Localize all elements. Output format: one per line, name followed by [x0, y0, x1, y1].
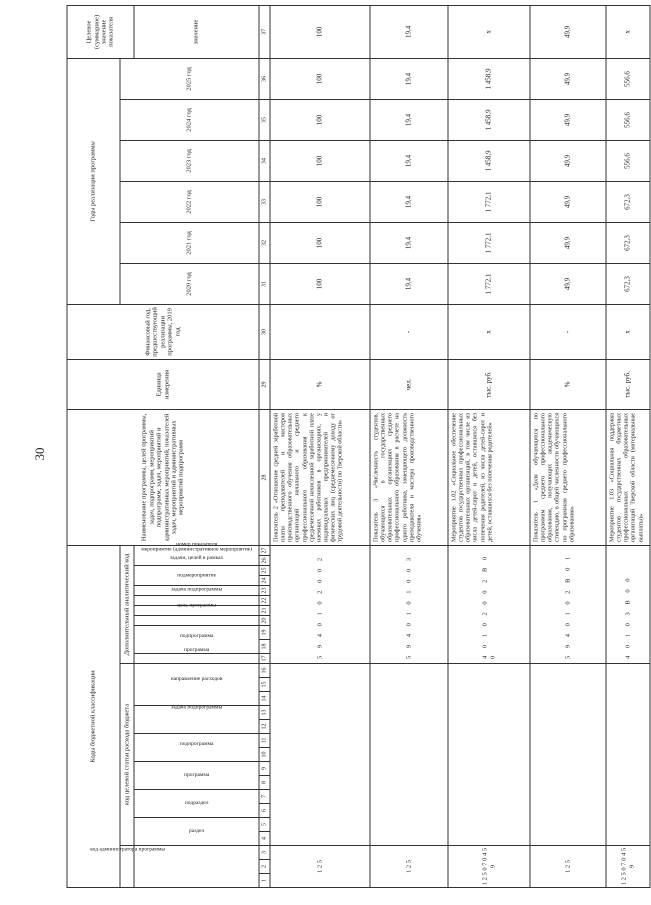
value-2025: 100: [270, 58, 370, 99]
year-2021-header: 2021 год: [120, 222, 259, 263]
column-number: 5: [259, 818, 270, 832]
column-number: 29: [259, 359, 270, 409]
column-number: 12: [259, 720, 270, 734]
unit-cell: тыс. руб.: [448, 359, 530, 409]
value-2024: 1 458,9: [448, 99, 530, 140]
column-number: 22: [259, 596, 270, 606]
year-2025-header: 2025 год: [120, 58, 259, 99]
value-2020: 100: [270, 263, 370, 304]
admin-code-cell: 1 2 5: [370, 846, 448, 888]
col-name-subprogram-2: подпрограмма: [134, 626, 259, 654]
target-value-cell: x: [606, 5, 650, 58]
value-2020: 49,9: [530, 263, 606, 304]
row-description: Мероприятие 1.02 «Социальное обеспечение студентов государственных профессиональных образовательных организаций, в том числе из числа детей-сирот и детей, оставшихся без попечения родителей, из числа детей-сирот и детей, оставшихся без попечения родителей»: [448, 409, 530, 545]
value-2024: 19,4: [370, 99, 448, 140]
column-number: 14: [259, 692, 270, 706]
table-row: [448, 5, 530, 887]
value-2022: 1 772,1: [448, 181, 530, 222]
col-name-measure: мероприятие (административное мероприятие): [134, 596, 259, 606]
column-number: 11: [259, 734, 270, 748]
year-2022-header: 2022 год: [120, 181, 259, 222]
column-number: 27: [259, 545, 270, 555]
table-row: [270, 5, 370, 887]
column-number: 3: [259, 846, 270, 860]
expense-code-cell: [370, 664, 448, 846]
table-row: [530, 5, 606, 887]
column-number: 36: [259, 58, 270, 99]
value-2021: 1 772,1: [448, 222, 530, 263]
name-header: Наименование программы, целей программы, задач, подпрограмм, мероприятий подпрограмм, задач, мероприятий и административных мероприятий, показателей задач, мероприятий и административных мероприятий подпрограмм: [67, 409, 259, 545]
unit-cell: %: [270, 359, 370, 409]
column-number: 23: [259, 586, 270, 596]
column-number: 9: [259, 762, 270, 776]
target-value-cell: 100: [270, 5, 370, 58]
column-number: 8: [259, 776, 270, 790]
column-number: 30: [259, 304, 270, 359]
target-value-cell: 49,9: [530, 5, 606, 58]
unit-cell: чел.: [370, 359, 448, 409]
admin-code-cell: 1 2 5 0 7 0 4 5 9: [606, 846, 650, 888]
column-number: 17: [259, 654, 270, 664]
column-number: 33: [259, 181, 270, 222]
fin-year-cell: [270, 304, 370, 359]
col-name-subsection: подраздел: [134, 790, 259, 818]
fin-year-cell: -: [370, 304, 448, 359]
column-number: 20: [259, 616, 270, 626]
value-2024: 49,9: [530, 99, 606, 140]
col-name-subprogram: подпрограмма: [134, 734, 259, 762]
col-name-indicator-number: номер показателя: [134, 545, 259, 565]
extra-code-cell: 5 9 4 0 1 0 2 В 0 1: [530, 545, 606, 663]
extra-code-cell: 5 9 4 0 1 0 1 0 0 3: [370, 545, 448, 663]
column-number: 21: [259, 606, 270, 616]
value-2021: 672,3: [606, 222, 650, 263]
col-name-tasks-goals: задачи, целей в рамках: [134, 566, 259, 586]
value-2024: 100: [270, 99, 370, 140]
value-2022: 19,4: [370, 181, 448, 222]
column-numbers-row: [259, 5, 270, 887]
value-2024: 556,6: [606, 99, 650, 140]
column-number: 37: [259, 5, 270, 58]
program-table-sheet: [67, 14, 644, 888]
value-2020: 1 772,1: [448, 263, 530, 304]
extra-code-header: Дополнительный аналитический код: [120, 545, 134, 663]
col-name-program: программа: [134, 762, 259, 790]
fin-year-header: Финансовый год, предшествующий реализации программы, 2019 год: [67, 304, 259, 359]
target-value-cell: 19,4: [370, 5, 448, 58]
extra-code-cell: 5 9 4 0 1 0 2 0 0 2: [270, 545, 370, 663]
fin-year-cell: x: [448, 304, 530, 359]
row-description: Показатель 3 «Численность студентов, обучающихся в государственных образовательных организациях среднего профессионального образования в расчете на одного работника, замещающего должность преподавателя и мастера производственного обучения»: [370, 409, 448, 545]
target-header: Целевое (суммарное) значение показателя: [67, 5, 134, 58]
column-number: 24: [259, 576, 270, 586]
budget-codes-header: Коды бюджетной классификации: [67, 545, 120, 887]
col-name-section: раздел: [134, 818, 259, 846]
unit-header: Единица измерения: [67, 359, 259, 409]
col-name-goal: цель программы: [134, 616, 259, 626]
column-number: 6: [259, 804, 270, 818]
column-number: 31: [259, 263, 270, 304]
extra-code-cell: 4 0 1 0 3 В 0 0: [606, 545, 650, 663]
column-number: 28: [259, 409, 270, 545]
col-name-submeasure: подмероприятие: [134, 586, 259, 596]
row-description: Мероприятие 1.03 «Социальная поддержка студентов государственных бюджетных профессиональных образовательных организаций Тверской области (материальные выплаты)»: [606, 409, 650, 545]
value-2020: 672,3: [606, 263, 650, 304]
program-indicators-table: [67, 5, 651, 888]
page-number: 30: [32, 447, 47, 461]
admin-code-cell: 1 2 5 0 7 0 4 5 9: [448, 846, 530, 888]
value-2025: 556,6: [606, 58, 650, 99]
table-row: [606, 5, 650, 887]
expense-code-header: код целевой статьи расхода бюджета: [120, 664, 134, 846]
year-2023-header: 2023 год: [120, 140, 259, 181]
fin-year-cell: x: [606, 304, 650, 359]
value-2022: 100: [270, 181, 370, 222]
column-number: 25: [259, 566, 270, 576]
column-number: 2: [259, 860, 270, 874]
value-2021: 100: [270, 222, 370, 263]
column-number: 10: [259, 748, 270, 762]
expense-code-cell: [448, 664, 530, 846]
admin-code-header: код администратора программы: [120, 846, 134, 888]
col-name-program-2: программа: [134, 654, 259, 664]
expense-code-cell: [606, 664, 650, 846]
years-header: Годы реализации программы: [67, 58, 120, 304]
column-number: 35: [259, 99, 270, 140]
expense-code-cell: [530, 664, 606, 846]
unit-cell: тыс. руб.: [606, 359, 650, 409]
column-number: 7: [259, 790, 270, 804]
value-2021: 19,4: [370, 222, 448, 263]
value-2021: 49,9: [530, 222, 606, 263]
column-number: 16: [259, 664, 270, 678]
year-2020-header: 2020 год: [120, 263, 259, 304]
col-name-subprogram-task: задача подпрограммы: [134, 706, 259, 734]
column-number: 19: [259, 626, 270, 640]
column-number: 26: [259, 556, 270, 566]
value-2023: 100: [270, 140, 370, 181]
table-row: [370, 5, 448, 887]
expense-code-cell: [270, 664, 370, 846]
value-2020: 19,4: [370, 263, 448, 304]
admin-code-cell: 1 2 5: [530, 846, 606, 888]
value-2025: 19,4: [370, 58, 448, 99]
target-value-header: значение: [134, 5, 259, 58]
target-value-cell: x: [448, 5, 530, 58]
value-2023: 49,9: [530, 140, 606, 181]
row-description: Показатель 2 «Отношение средней заработной платы преподавателей и мастеров производственного обучения образовательных организаций начального и среднего профессионального образования к среднемесячной начисленной заработной плате наемных работников в организациях, у индивидуальных предпринимателей и физических лиц (среднемесячному доходу от трудовой деятельности) по Тверской области»: [270, 409, 370, 545]
column-number: 1: [259, 874, 270, 888]
col-name-expense-direction: направление расходов: [134, 664, 259, 706]
column-number: 32: [259, 222, 270, 263]
admin-code-cell: 1 2 5: [270, 846, 370, 888]
value-2023: 19,4: [370, 140, 448, 181]
value-2023: 556,6: [606, 140, 650, 181]
unit-cell: %: [530, 359, 606, 409]
value-2022: 672,3: [606, 181, 650, 222]
column-number: 4: [259, 832, 270, 846]
row-description: Показатель 1 «Доля обучающихся по программам среднего профессионального образования, получающих академическую стипендию, в общей численности обучающихся по программам среднего профессионального образования»: [530, 409, 606, 545]
column-number: 15: [259, 678, 270, 692]
year-2024-header: 2024 год: [120, 99, 259, 140]
value-2023: 1 458,9: [448, 140, 530, 181]
extra-code-cell: 4 0 1 0 2 0 0 2 В 0 0: [448, 545, 530, 663]
column-number: 18: [259, 640, 270, 654]
column-number: 34: [259, 140, 270, 181]
col-name-task-2: задача подпрограммы: [134, 606, 259, 616]
column-number: 13: [259, 706, 270, 720]
fin-year-cell: -: [530, 304, 606, 359]
value-2022: 49,9: [530, 181, 606, 222]
value-2025: 49,9: [530, 58, 606, 99]
value-2025: 1 458,9: [448, 58, 530, 99]
